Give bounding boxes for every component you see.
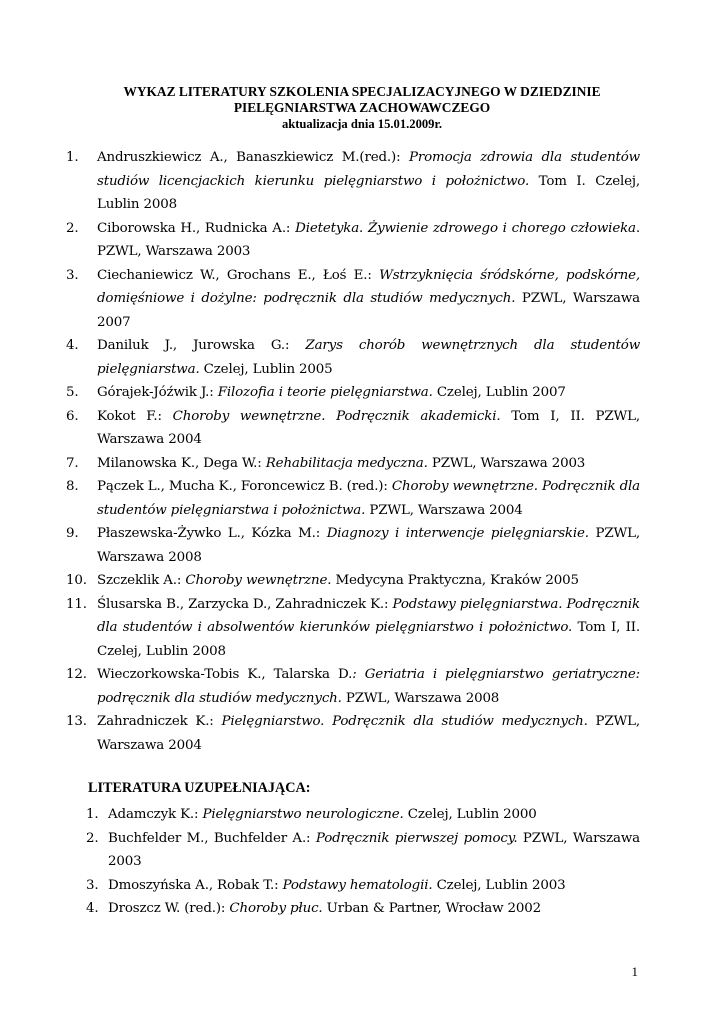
- item-number: 4.: [66, 338, 79, 353]
- item-publisher: Tom I, II. Czelej, Lublin 2008: [97, 620, 640, 659]
- item-number: 2.: [86, 830, 99, 846]
- item-authors: Droszcz W. (red.):: [108, 901, 230, 916]
- item-authors: Pączek L., Mucha K., Foroncewicz B. (red.):: [97, 479, 392, 494]
- list-item: [86, 874, 640, 898]
- list-item: [66, 522, 640, 569]
- page-number: 1: [631, 964, 638, 979]
- item-title: Pielęgniarstwo. Podręcznik dla studiów medycznych.: [221, 714, 588, 729]
- item-publisher: Tom I. Czelej, Lublin 2008: [97, 173, 640, 212]
- item-authors: Buchfelder M., Buchfelder A.:: [108, 830, 316, 846]
- item-authors: Szczeklik A.:: [97, 573, 186, 588]
- item-publisher: PZWL, Warszawa 2008: [97, 526, 640, 565]
- document-title-line2: PIELĘGNIARSTWA ZACHOWAWCZEGO: [233, 100, 491, 115]
- item-number: 8.: [66, 479, 79, 494]
- item-authors: Wieczorkowska-Tobis K., Talarska D.: [97, 667, 353, 682]
- item-authors: Andruszkiewicz A., Banaszkiewicz M.(red.):: [97, 150, 409, 165]
- item-title: Filozofia i teorie pielęgniarstwa.: [217, 385, 433, 400]
- item-publisher: Urban & Partner, Wrocław 2002: [322, 901, 542, 916]
- list-item: [66, 264, 640, 335]
- item-citation: [97, 593, 640, 664]
- item-citation: [97, 710, 640, 757]
- item-citation: [97, 405, 640, 452]
- item-title: Pielęgniarstwo neurologiczne.: [202, 807, 404, 822]
- item-authors: Daniluk J., Jurowska G.:: [97, 338, 306, 353]
- supplementary-heading: LITERATURA UZUPEŁNIAJĄCA:: [88, 780, 311, 796]
- item-authors: Dmoszyńska A., Robak T.:: [108, 877, 283, 893]
- item-title: Podstawy pielęgniarstwa. Podręcznik dla studentów i absolwentów kierunków pielęgniarstwo i położnictwo.: [97, 596, 640, 635]
- item-number: 11.: [66, 596, 87, 612]
- list-item: [86, 803, 640, 827]
- item-publisher: PZWL, Warszawa 2008: [341, 690, 500, 706]
- item-number: 12.: [66, 667, 87, 682]
- item-authors: Ciechaniewicz W., Grochans E., Łoś E.:: [97, 267, 380, 283]
- item-number: 3.: [66, 267, 79, 283]
- item-number: 1.: [66, 150, 79, 165]
- item-number: 6.: [66, 408, 79, 424]
- item-publisher: PZWL, Warszawa 2003: [427, 455, 586, 471]
- bibliography-list: [66, 146, 640, 757]
- item-number: 10.: [66, 573, 87, 588]
- list-item: [66, 405, 640, 452]
- item-authors: Płaszewska-Żywko L., Kózka M.:: [97, 526, 327, 541]
- document-title-line1: WYKAZ LITERATURY SZKOLENIA SPECJALIZACYJNEGO W DZIEDZINIE: [123, 84, 601, 99]
- list-item: [66, 475, 640, 522]
- item-citation: [97, 334, 640, 381]
- item-title: Promocja zdrowia dla studentów studiów licencjackich kierunku pielęgniarstwo i położnictwo.: [97, 150, 640, 189]
- item-publisher: PZWL, Warszawa 2003: [108, 830, 640, 869]
- list-item: [86, 827, 640, 874]
- item-number: 3.: [86, 877, 99, 893]
- item-citation: [97, 146, 640, 217]
- item-title: Choroby wewnętrzne.: [185, 573, 332, 588]
- item-title: Choroby wewnętrzne. Podręcznik dla studentów pielęgniarstwa i położnictwa.: [97, 479, 640, 518]
- item-publisher: Czelej, Lublin 2000: [403, 807, 537, 822]
- item-citation: [97, 663, 640, 710]
- item-number: 13.: [66, 714, 87, 729]
- list-item: [66, 710, 640, 757]
- item-publisher: PZWL, Warszawa 2004: [97, 714, 640, 753]
- item-citation: [108, 827, 640, 874]
- item-title: Wstrzyknięcia śródskórne, podskórne, domięśniowe i dożylne: podręcznik dla studiów medycznych.: [97, 267, 640, 306]
- item-publisher: PZWL, Warszawa 2004: [365, 502, 523, 518]
- item-citation: [108, 803, 640, 827]
- item-publisher: Czelej, Lublin 2003: [432, 877, 566, 893]
- list-item: [66, 593, 640, 664]
- item-citation: [97, 522, 640, 569]
- item-publisher: . PZWL, Warszawa 2003: [97, 220, 640, 259]
- item-number: 1.: [86, 807, 99, 822]
- list-item: [66, 334, 640, 381]
- item-authors: Adamczyk K.:: [108, 807, 203, 822]
- document-header: [0, 84, 724, 132]
- item-publisher: Medycyna Praktyczna, Kraków 2005: [331, 573, 579, 588]
- list-item: [66, 663, 640, 710]
- list-item: [86, 897, 640, 921]
- item-title: Dietetyka. Żywienie zdrowego i chorego człowieka: [295, 220, 636, 236]
- item-citation: [97, 217, 640, 264]
- item-authors: Milanowska K., Dega W.:: [97, 455, 266, 471]
- item-number: 4.: [86, 901, 99, 916]
- list-item: [66, 569, 640, 593]
- item-authors: Ciborowska H., Rudnicka A.:: [97, 220, 296, 236]
- item-authors: Kokot F.:: [97, 408, 173, 424]
- item-number: 9.: [66, 526, 79, 541]
- item-title: : Geriatria i pielęgniarstwo geriatryczne: podręcznik dla studiów medycznych.: [97, 667, 640, 706]
- item-publisher: Czelej, Lublin 2007: [432, 385, 566, 400]
- item-citation: [97, 452, 640, 476]
- item-authors: Ślusarska B., Zarzycka D., Zahradniczek K.:: [97, 596, 393, 612]
- item-number: 5.: [66, 385, 79, 400]
- item-title: Choroby płuc.: [229, 901, 323, 916]
- list-item: [66, 217, 640, 264]
- item-number: 2.: [66, 220, 79, 236]
- item-citation: [108, 874, 640, 898]
- item-citation: [97, 381, 640, 405]
- item-citation: [97, 264, 640, 335]
- item-title: Rehabilitacja medyczna.: [265, 455, 428, 471]
- item-citation: [97, 475, 640, 522]
- item-publisher: Tom I, II. PZWL, Warszawa 2004: [97, 408, 640, 447]
- item-title: Podręcznik pierwszej pomocy.: [315, 830, 518, 846]
- item-title: Podstawy hematologii.: [282, 877, 433, 893]
- list-item: [66, 146, 640, 217]
- item-publisher: PZWL, Warszawa 2007: [97, 291, 641, 330]
- list-item: [66, 452, 640, 476]
- list-item: [66, 381, 640, 405]
- supplementary-list: [86, 803, 640, 921]
- item-title: Zarys chorób wewnętrznych dla studentów pielęgniarstwa.: [97, 338, 641, 377]
- item-citation: [97, 569, 640, 593]
- item-number: 7.: [66, 455, 79, 471]
- item-title: Diagnozy i interwencje pielęgniarskie.: [326, 526, 589, 541]
- item-authors: Zahradniczek K.:: [97, 714, 222, 729]
- item-title: Choroby wewnętrzne. Podręcznik akademicki.: [172, 408, 501, 424]
- item-citation: [108, 897, 640, 921]
- item-publisher: Czelej, Lublin 2005: [199, 361, 333, 377]
- item-authors: Górajek-Jóźwik J.:: [97, 385, 218, 400]
- update-date: aktualizacja dnia 15.01.2009r.: [281, 117, 443, 131]
